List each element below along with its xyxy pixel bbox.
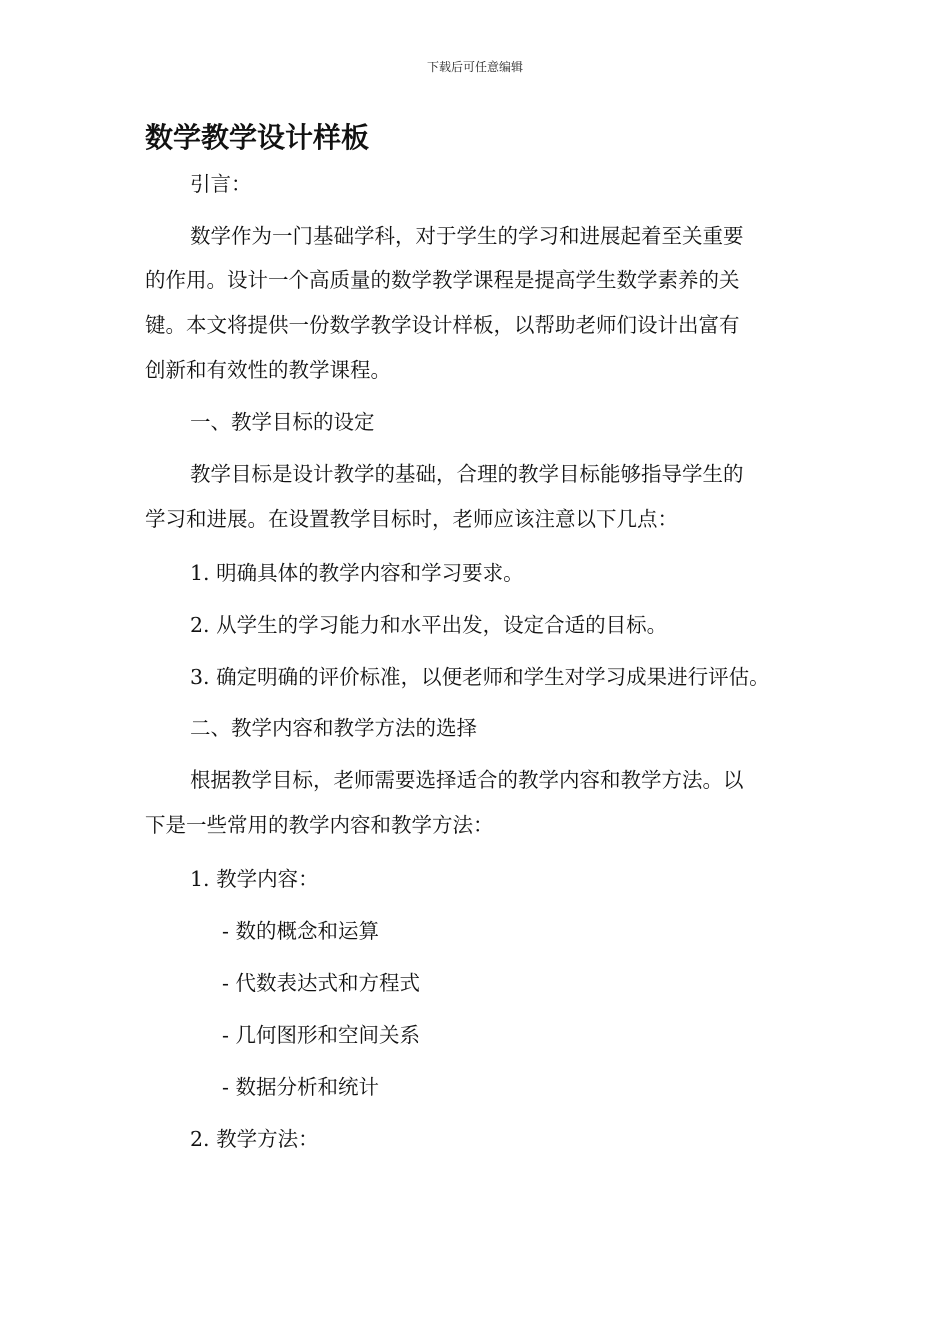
sub-list-item: - 几何图形和空间关系 <box>222 1023 420 1047</box>
sub-list-item: - 数的概念和运算 <box>222 919 379 943</box>
intro-heading: 引言： <box>190 172 252 196</box>
section-heading: 二、教学内容和教学方法的选择 <box>190 716 477 740</box>
section-paragraph-line: 教学目标是设计教学的基础，合理的教学目标能够指导学生的 <box>190 462 744 486</box>
sub-list-item: - 代数表达式和方程式 <box>222 971 420 995</box>
document-title: 数学教学设计样板 <box>145 121 370 154</box>
list-item: 1. 教学内容： <box>190 867 319 891</box>
list-item: 2. 从学生的学习能力和水平出发，设定合适的目标。 <box>190 613 668 637</box>
section-heading: 一、教学目标的设定 <box>190 410 375 434</box>
section-paragraph-line: 学习和进展。在设置教学目标时，老师应该注意以下几点： <box>145 507 678 531</box>
list-item: 3. 确定明确的评价标准，以便老师和学生对学习成果进行评估。 <box>190 665 770 689</box>
section-paragraph-line: 根据教学目标，老师需要选择适合的教学内容和教学方法。以 <box>190 768 744 792</box>
sub-list-item: - 数据分析和统计 <box>222 1075 379 1099</box>
header-note: 下载后可任意编辑 <box>426 60 523 74</box>
list-item: 1. 明确具体的教学内容和学习要求。 <box>190 561 524 585</box>
intro-paragraph-line: 键。本文将提供一份数学教学设计样板，以帮助老师们设计出富有 <box>145 313 740 337</box>
intro-paragraph-line: 的作用。设计一个高质量的数学教学课程是提高学生数学素养的关 <box>145 268 740 292</box>
intro-paragraph-line: 数学作为一门基础学科，对于学生的学习和进展起着至关重要 <box>190 224 744 248</box>
intro-paragraph-line: 创新和有效性的教学课程。 <box>145 358 391 382</box>
list-item: 2. 教学方法： <box>190 1127 319 1151</box>
section-paragraph-line: 下是一些常用的教学内容和教学方法： <box>145 813 494 837</box>
